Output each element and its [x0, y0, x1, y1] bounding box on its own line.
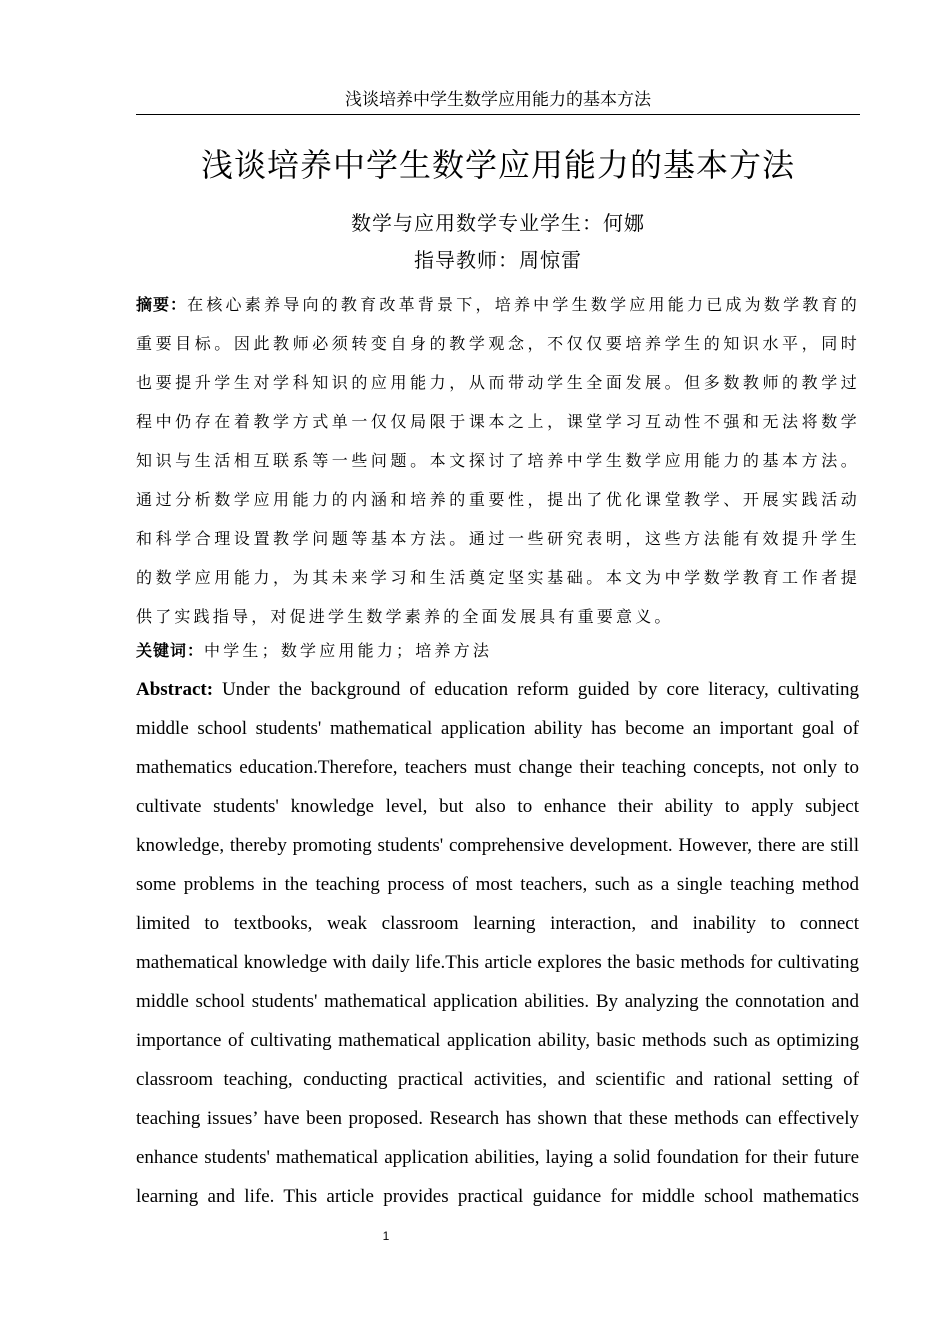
- student-byline: 数学与应用数学专业学生：何娜: [351, 211, 645, 235]
- chinese-keywords-text: 中学生；数学应用能力；培养方法: [204, 641, 493, 660]
- chinese-keywords: [136, 636, 860, 666]
- chinese-abstract: [136, 285, 860, 636]
- chinese-abstract-text: 在核心素养导向的教育改革背景下，培养中学生数学应用能力已成为数学教育的重要目标。因此教师必须转变自身的教学观念，不仅仅要培养学生的知识水平，同时也要提升学生对学科知识的应用能力，从而带动学生全面发展。但多数教师的教学过程中仍存在着教学方式单一仅仅局限于课本之上，课堂学习互动性不强和无法将数学知识与生活相互联系等一些问题。本文探讨了培养中学生数学应用能力的基本方法。通过分析数学应用能力的内涵和培养的重要性，提出了优化课堂教学、开展实践活动和科学合理设置教学问题等基本方法。通过一些研究表明，这些方法能有效提升学生的数学应用能力，为其未来学习和生活奠定坚实基础。本文为中学数学教育工作者提供了实践指导，对促进学生数学素养的全面发展具有重要意义。: [136, 295, 860, 626]
- english-abstract-text: Under the background of education reform guided by core literacy, cultivating middle school students' mathematical application ability has become an important goal of mathematics education.Therefore, teachers must change their teaching concepts, not only to cultivate students' knowledge level, but also to enhance their ability to apply subject knowledge, thereby promoting students' comprehensive development. However, there are still some problems in the teaching process of most teachers, such as a single teaching method limited to textbooks, weak classroom learning interaction, and inability to connect mathematical knowledge with daily life.This article explores the basic methods for cultivating middle school students' mathematical application abilities. By analyzing the connotation and importance of cultivating mathematical application ability, basic methods such as optimizing classroom teaching, conducting practical activities, and scientific and rational setting of teaching issues’ have been proposed. Research has shown that these methods can effectively enhance students' mathematical application abilities, laying a solid foundation for their future learning and life. This article provides practical guidance for middle school mathematics: [136, 679, 859, 1207]
- chinese-abstract-label: 摘要：: [136, 295, 188, 314]
- chinese-keywords-label: 关键词：: [136, 641, 205, 660]
- english-abstract: [136, 670, 859, 1216]
- page-number: 1: [382, 1229, 390, 1243]
- english-abstract-label: Abstract:: [136, 679, 214, 700]
- paper-title: 浅谈培养中学生数学应用能力的基本方法: [200, 146, 795, 184]
- advisor-byline: 指导教师：周惊雷: [414, 248, 582, 272]
- running-header: 浅谈培养中学生数学应用能力的基本方法: [136, 88, 860, 115]
